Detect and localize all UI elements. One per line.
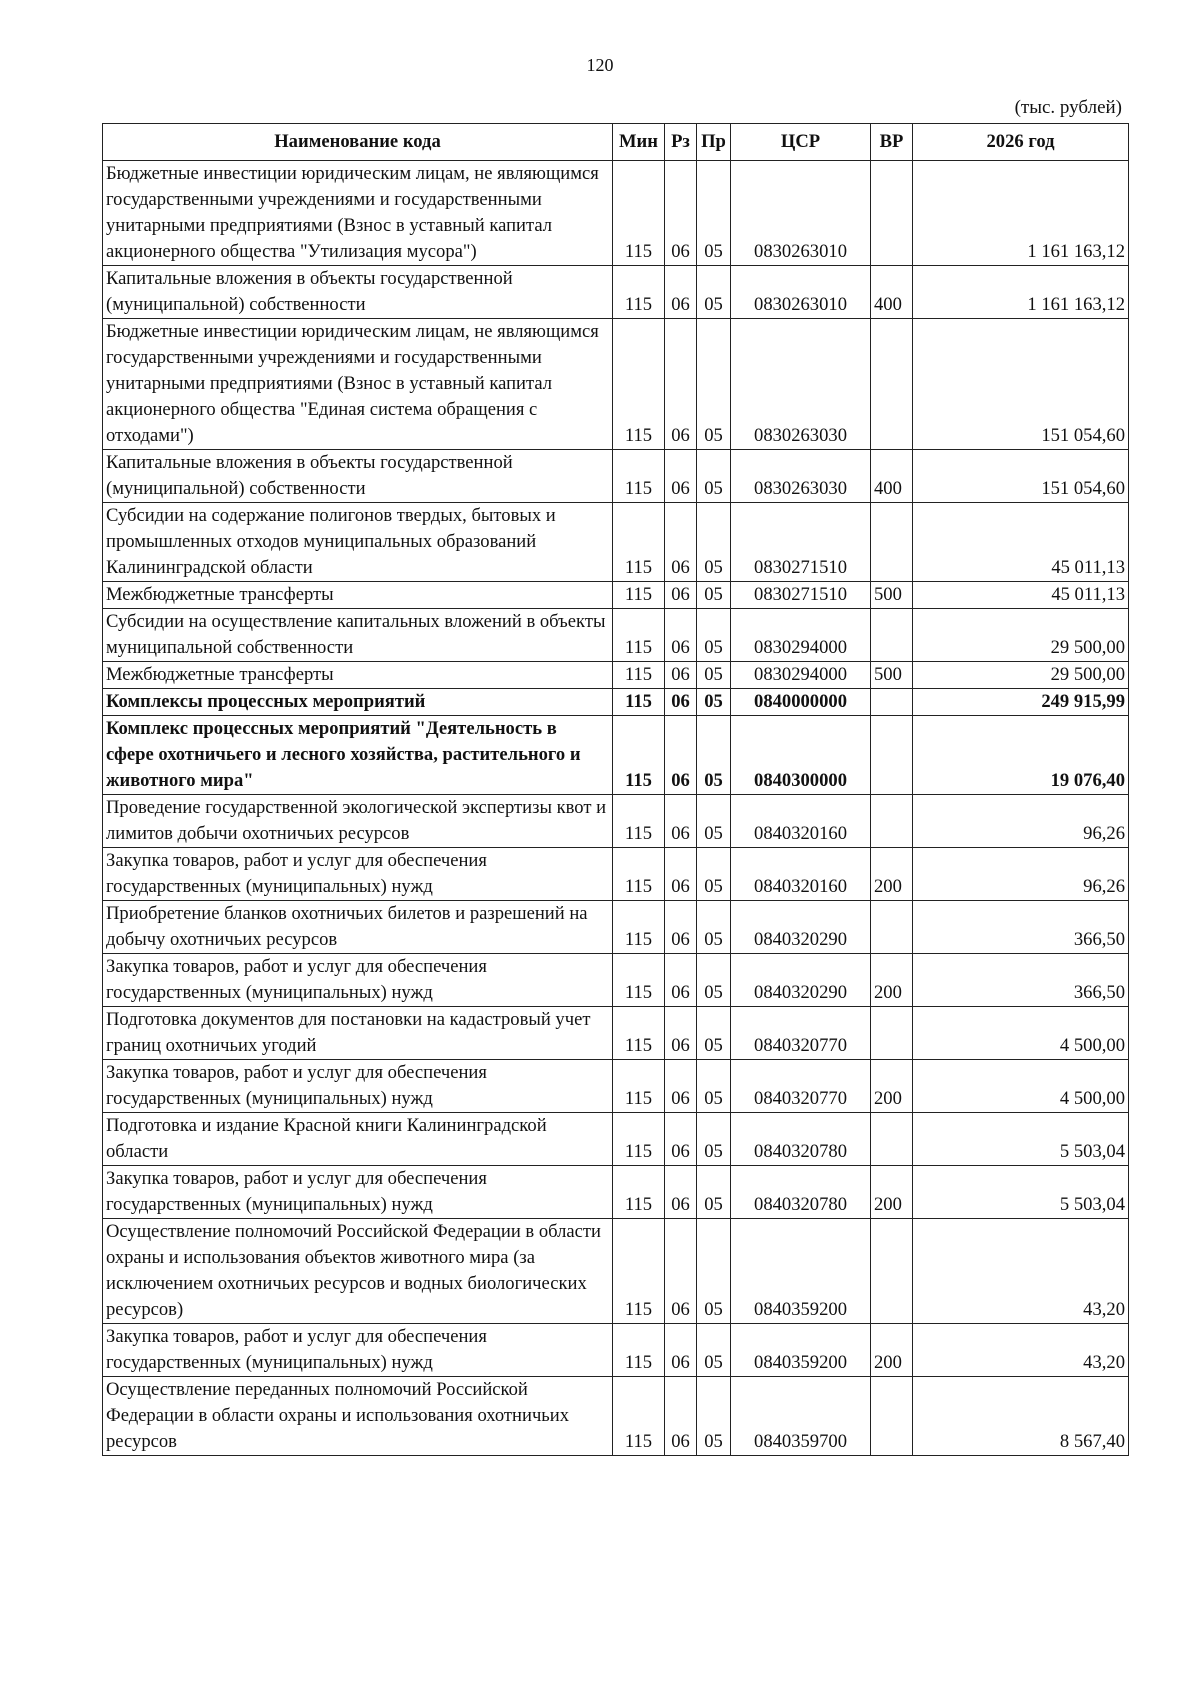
row-amount-cell: 45 011,13	[913, 582, 1129, 609]
row-min-cell: 115	[613, 1377, 665, 1456]
row-vr-cell	[871, 1219, 913, 1324]
row-name-cell: Осуществление переданных полномочий Российской Федерации в области охраны и использования охотничьих ресурсов	[103, 1377, 613, 1456]
row-pr-cell: 05	[697, 161, 731, 266]
row-min-cell: 115	[613, 582, 665, 609]
row-csr-cell: 0830263010	[731, 161, 871, 266]
row-name-cell: Межбюджетные трансферты	[103, 582, 613, 609]
row-min-cell: 115	[613, 689, 665, 716]
header-pr: Пр	[697, 124, 731, 161]
row-amount-cell: 29 500,00	[913, 662, 1129, 689]
table-row	[103, 319, 1129, 450]
table-row	[103, 450, 1129, 503]
row-name-cell: Капитальные вложения в объекты государственной (муниципальной) собственности	[103, 450, 613, 503]
row-pr-cell: 05	[697, 1113, 731, 1166]
row-amount-cell: 151 054,60	[913, 319, 1129, 450]
row-amount-cell: 45 011,13	[913, 503, 1129, 582]
row-amount-cell: 366,50	[913, 954, 1129, 1007]
row-name-cell: Субсидии на содержание полигонов твердых, бытовых и промышленных отходов муниципальных образований Калининградской области	[103, 503, 613, 582]
row-vr-cell	[871, 795, 913, 848]
row-pr-cell: 05	[697, 1007, 731, 1060]
table-row	[103, 848, 1129, 901]
row-amount-cell: 19 076,40	[913, 716, 1129, 795]
row-pr-cell: 05	[697, 582, 731, 609]
table-row	[103, 716, 1129, 795]
row-vr-cell	[871, 609, 913, 662]
row-csr-cell: 0840320290	[731, 901, 871, 954]
row-csr-cell: 0840320160	[731, 795, 871, 848]
row-rz-cell: 06	[665, 716, 697, 795]
row-csr-cell: 0840320770	[731, 1060, 871, 1113]
row-name-cell: Закупка товаров, работ и услуг для обеспечения государственных (муниципальных) нужд	[103, 848, 613, 901]
row-name-cell: Межбюджетные трансферты	[103, 662, 613, 689]
header-name: Наименование кода	[103, 124, 613, 161]
row-rz-cell: 06	[665, 161, 697, 266]
row-amount-cell: 366,50	[913, 901, 1129, 954]
row-name-cell: Капитальные вложения в объекты государственной (муниципальной) собственности	[103, 266, 613, 319]
row-min-cell: 115	[613, 503, 665, 582]
row-vr-cell: 200	[871, 848, 913, 901]
row-min-cell: 115	[613, 609, 665, 662]
table-row	[103, 1377, 1129, 1456]
row-vr-cell	[871, 689, 913, 716]
row-pr-cell: 05	[697, 503, 731, 582]
row-vr-cell: 200	[871, 1060, 913, 1113]
row-name-cell: Субсидии на осуществление капитальных вложений в объекты муниципальной собственности	[103, 609, 613, 662]
row-amount-cell: 249 915,99	[913, 689, 1129, 716]
row-rz-cell: 06	[665, 689, 697, 716]
row-amount-cell: 4 500,00	[913, 1060, 1129, 1113]
header-csr: ЦСР	[731, 124, 871, 161]
row-csr-cell: 0840359200	[731, 1219, 871, 1324]
header-row	[103, 124, 1129, 161]
row-csr-cell: 0840359200	[731, 1324, 871, 1377]
row-vr-cell: 400	[871, 266, 913, 319]
row-amount-cell: 8 567,40	[913, 1377, 1129, 1456]
table-row	[103, 901, 1129, 954]
row-amount-cell: 43,20	[913, 1219, 1129, 1324]
row-min-cell: 115	[613, 662, 665, 689]
row-csr-cell: 0830294000	[731, 662, 871, 689]
table-row	[103, 582, 1129, 609]
table-row	[103, 1113, 1129, 1166]
row-vr-cell	[871, 319, 913, 450]
table-row	[103, 954, 1129, 1007]
row-csr-cell: 0840320780	[731, 1113, 871, 1166]
row-name-cell: Закупка товаров, работ и услуг для обеспечения государственных (муниципальных) нужд	[103, 1166, 613, 1219]
row-csr-cell: 0830271510	[731, 503, 871, 582]
row-pr-cell: 05	[697, 1166, 731, 1219]
table-row	[103, 1166, 1129, 1219]
row-vr-cell	[871, 503, 913, 582]
units-label: (тыс. рублей)	[1014, 97, 1122, 118]
row-amount-cell: 4 500,00	[913, 1007, 1129, 1060]
row-pr-cell: 05	[697, 1324, 731, 1377]
table-row	[103, 1324, 1129, 1377]
row-rz-cell: 06	[665, 503, 697, 582]
row-csr-cell: 0840359700	[731, 1377, 871, 1456]
row-rz-cell: 06	[665, 266, 697, 319]
row-rz-cell: 06	[665, 848, 697, 901]
row-rz-cell: 06	[665, 1113, 697, 1166]
row-vr-cell	[871, 901, 913, 954]
row-vr-cell: 200	[871, 1324, 913, 1377]
row-amount-cell: 29 500,00	[913, 609, 1129, 662]
row-amount-cell: 151 054,60	[913, 450, 1129, 503]
table-header	[103, 124, 1129, 161]
row-rz-cell: 06	[665, 1219, 697, 1324]
row-name-cell: Приобретение бланков охотничьих билетов и разрешений на добычу охотничьих ресурсов	[103, 901, 613, 954]
table-row	[103, 1219, 1129, 1324]
row-vr-cell	[871, 1007, 913, 1060]
row-rz-cell: 06	[665, 1166, 697, 1219]
table-row	[103, 1007, 1129, 1060]
table-row	[103, 1060, 1129, 1113]
header-rz: Рз	[665, 124, 697, 161]
row-rz-cell: 06	[665, 954, 697, 1007]
row-pr-cell: 05	[697, 1377, 731, 1456]
table-row	[103, 662, 1129, 689]
row-csr-cell: 0830263030	[731, 450, 871, 503]
row-pr-cell: 05	[697, 848, 731, 901]
row-csr-cell: 0840300000	[731, 716, 871, 795]
row-csr-cell: 0830294000	[731, 609, 871, 662]
row-csr-cell: 0840000000	[731, 689, 871, 716]
row-pr-cell: 05	[697, 795, 731, 848]
row-amount-cell: 1 161 163,12	[913, 266, 1129, 319]
row-vr-cell: 200	[871, 1166, 913, 1219]
row-vr-cell: 500	[871, 582, 913, 609]
row-pr-cell: 05	[697, 689, 731, 716]
row-name-cell: Бюджетные инвестиции юридическим лицам, не являющимся государственными учреждениями и государственными унитарными предприятиями (Взнос в уставный капитал акционерного общества "Единая система обращения с отходами")	[103, 319, 613, 450]
row-min-cell: 115	[613, 848, 665, 901]
row-csr-cell: 0840320160	[731, 848, 871, 901]
row-min-cell: 115	[613, 901, 665, 954]
row-rz-cell: 06	[665, 1060, 697, 1113]
table-row	[103, 689, 1129, 716]
row-rz-cell: 06	[665, 609, 697, 662]
table-row	[103, 266, 1129, 319]
row-rz-cell: 06	[665, 1324, 697, 1377]
row-amount-cell: 5 503,04	[913, 1113, 1129, 1166]
row-name-cell: Закупка товаров, работ и услуг для обеспечения государственных (муниципальных) нужд	[103, 954, 613, 1007]
row-csr-cell: 0840320770	[731, 1007, 871, 1060]
row-pr-cell: 05	[697, 319, 731, 450]
row-vr-cell: 500	[871, 662, 913, 689]
row-name-cell: Закупка товаров, работ и услуг для обеспечения государственных (муниципальных) нужд	[103, 1324, 613, 1377]
row-min-cell: 115	[613, 1219, 665, 1324]
row-min-cell: 115	[613, 716, 665, 795]
table-row	[103, 795, 1129, 848]
row-rz-cell: 06	[665, 1007, 697, 1060]
row-name-cell: Комплексы процессных мероприятий	[103, 689, 613, 716]
row-rz-cell: 06	[665, 662, 697, 689]
row-min-cell: 115	[613, 1113, 665, 1166]
row-pr-cell: 05	[697, 954, 731, 1007]
row-amount-cell: 5 503,04	[913, 1166, 1129, 1219]
row-amount-cell: 96,26	[913, 795, 1129, 848]
row-name-cell: Закупка товаров, работ и услуг для обеспечения государственных (муниципальных) нужд	[103, 1060, 613, 1113]
row-rz-cell: 06	[665, 901, 697, 954]
row-pr-cell: 05	[697, 609, 731, 662]
row-rz-cell: 06	[665, 582, 697, 609]
row-pr-cell: 05	[697, 901, 731, 954]
row-pr-cell: 05	[697, 662, 731, 689]
row-min-cell: 115	[613, 450, 665, 503]
row-vr-cell: 200	[871, 954, 913, 1007]
row-min-cell: 115	[613, 1166, 665, 1219]
row-amount-cell: 43,20	[913, 1324, 1129, 1377]
row-rz-cell: 06	[665, 319, 697, 450]
row-pr-cell: 05	[697, 266, 731, 319]
row-min-cell: 115	[613, 1060, 665, 1113]
row-name-cell: Подготовка документов для постановки на кадастровый учет границ охотничьих угодий	[103, 1007, 613, 1060]
budget-table	[102, 123, 1129, 1456]
row-name-cell: Осуществление полномочий Российской Федерации в области охраны и использования объектов животного мира (за исключением охотничьих ресурсов и водных биологических ресурсов)	[103, 1219, 613, 1324]
table-row	[103, 609, 1129, 662]
row-rz-cell: 06	[665, 1377, 697, 1456]
row-amount-cell: 1 161 163,12	[913, 161, 1129, 266]
row-csr-cell: 0840320290	[731, 954, 871, 1007]
row-name-cell: Бюджетные инвестиции юридическим лицам, не являющимся государственными учреждениями и государственными унитарными предприятиями (Взнос в уставный капитал акционерного общества "Утилизация мусора")	[103, 161, 613, 266]
row-vr-cell	[871, 161, 913, 266]
row-pr-cell: 05	[697, 716, 731, 795]
row-vr-cell	[871, 1113, 913, 1166]
row-name-cell: Проведение государственной экологической экспертизы квот и лимитов добычи охотничьих ресурсов	[103, 795, 613, 848]
row-csr-cell: 0840320780	[731, 1166, 871, 1219]
row-min-cell: 115	[613, 954, 665, 1007]
row-amount-cell: 96,26	[913, 848, 1129, 901]
row-min-cell: 115	[613, 266, 665, 319]
row-min-cell: 115	[613, 795, 665, 848]
row-csr-cell: 0830263030	[731, 319, 871, 450]
page-number: 120	[586, 55, 614, 75]
row-pr-cell: 05	[697, 1219, 731, 1324]
row-vr-cell	[871, 716, 913, 795]
row-name-cell: Комплекс процессных мероприятий "Деятельность в сфере охотничьего и лесного хозяйства, растительного и животного мира"	[103, 716, 613, 795]
row-pr-cell: 05	[697, 450, 731, 503]
row-csr-cell: 0830263010	[731, 266, 871, 319]
row-min-cell: 115	[613, 1324, 665, 1377]
row-pr-cell: 05	[697, 1060, 731, 1113]
row-min-cell: 115	[613, 319, 665, 450]
table-row	[103, 503, 1129, 582]
row-vr-cell: 400	[871, 450, 913, 503]
row-csr-cell: 0830271510	[731, 582, 871, 609]
row-rz-cell: 06	[665, 795, 697, 848]
table-row	[103, 161, 1129, 266]
row-vr-cell	[871, 1377, 913, 1456]
header-vr: ВР	[871, 124, 913, 161]
table-body	[103, 161, 1129, 1456]
row-name-cell: Подготовка и издание Красной книги Калининградской области	[103, 1113, 613, 1166]
row-min-cell: 115	[613, 1007, 665, 1060]
header-min: Мин	[613, 124, 665, 161]
row-rz-cell: 06	[665, 450, 697, 503]
row-min-cell: 115	[613, 161, 665, 266]
header-year: 2026 год	[913, 124, 1129, 161]
